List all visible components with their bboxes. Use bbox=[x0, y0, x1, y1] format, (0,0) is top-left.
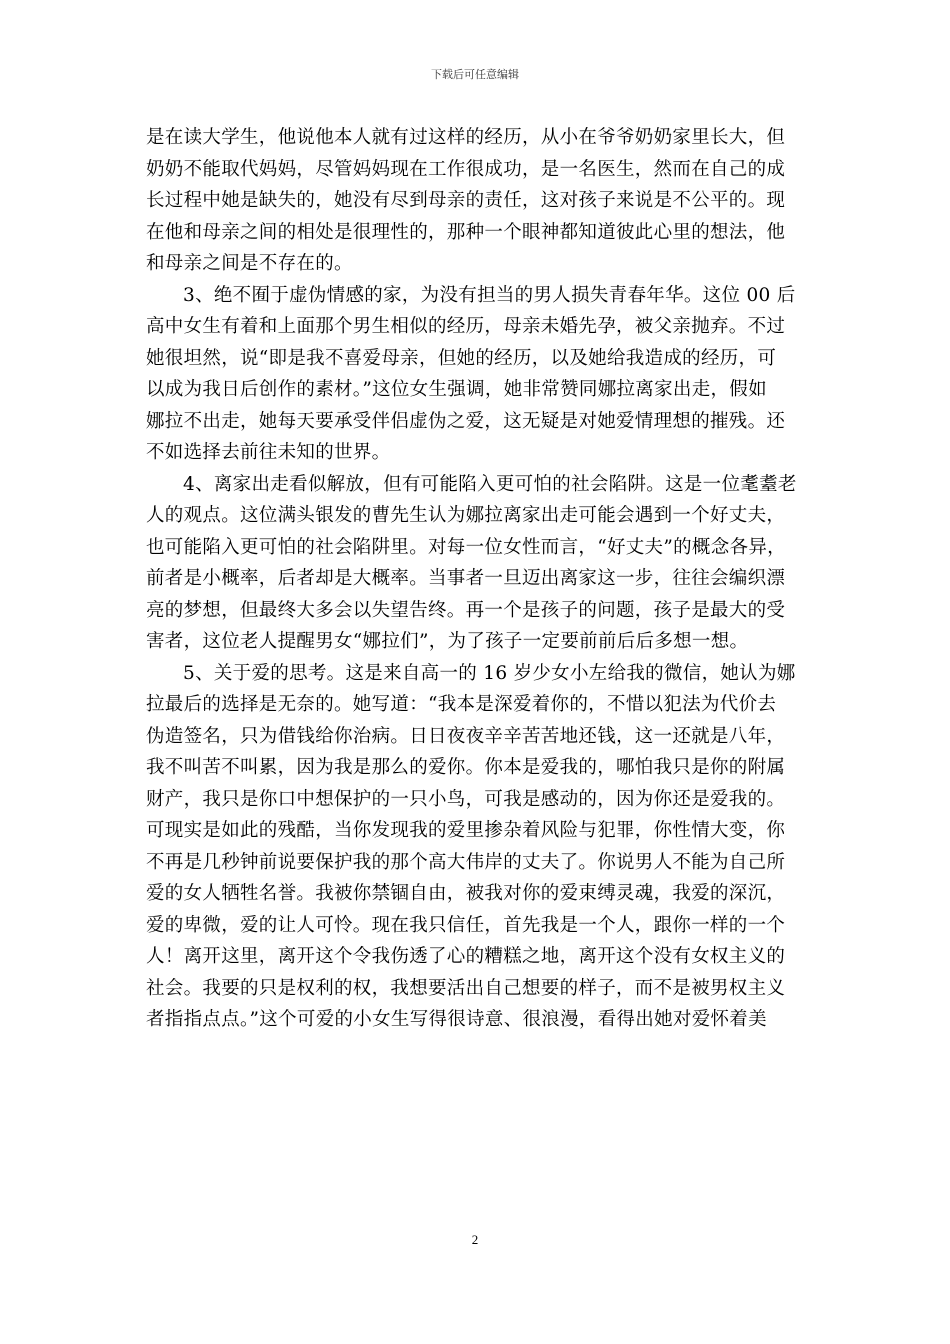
text-line: 害者，这位老人提醒男女“娜拉们”，为了孩子一定要前前后后多想一想。 bbox=[146, 631, 749, 652]
text-line: 人！离开这里，离开这个令我伤透了心的糟糕之地，离开这个没有女权主义的 bbox=[146, 946, 786, 967]
text-line: 和母亲之间是不存在的。 bbox=[146, 253, 353, 274]
text-line: 爱的卑微，爱的让人可怜。现在我只信任，首先我是一个人，跟你一样的一个 bbox=[146, 914, 786, 936]
text-line: 前者是小概率，后者却是大概率。当事者一旦迈出离家这一步，往往会编织漂 bbox=[146, 568, 786, 589]
text-line: 不再是几秒钟前说要保护我的那个高大伟岸的丈夫了。你说男人不能为自己所 bbox=[146, 851, 786, 873]
text-line: 者指指点点。”这个可爱的小女生写得很诗意、很浪漫，看得出她对爱怀着美 bbox=[146, 1009, 767, 1030]
document-body bbox=[146, 122, 812, 1036]
text-line: 人的观点。这位满头银发的曹先生认为娜拉离家出走可能会遇到一个好丈夫， bbox=[146, 505, 786, 526]
text-line: 长过程中她是缺失的，她没有尽到母亲的责任，这对孩子来说是不公平的。现 bbox=[146, 190, 786, 211]
text-line: 以成为我日后创作的素材。”这位女生强调，她非常赞同娜拉离家出走，假如 bbox=[146, 379, 767, 400]
text-line: 也可能陷入更可怕的社会陷阱里。对每一位女性而言，“好丈夫”的概念各异， bbox=[146, 536, 786, 558]
paragraph-start-line: 4、离家出走看似解放，但有可能陷入更可怕的社会陷阱。这是一位耄耋老 bbox=[183, 473, 797, 495]
text-line: 在他和母亲之间的相处是很理性的，那种一个眼神都知道彼此心里的想法，他 bbox=[146, 221, 786, 243]
text-line: 爱的女人牺牲名誉。我被你禁锢自由，被我对你的爱束缚灵魂，我爱的深沉， bbox=[146, 883, 786, 904]
text-line: 不如选择去前往未知的世界。 bbox=[146, 442, 391, 463]
text-line: 她很坦然，说“即是我不喜爱母亲，但她的经历，以及她给我造成的经历，可 bbox=[146, 347, 777, 369]
page-header: 下载后可任意编辑 bbox=[431, 68, 519, 81]
paragraph-start-line: 5、关于爱的思考。这是来自高一的 16 岁少女小左给我的微信，她认为娜 bbox=[183, 662, 796, 684]
text-line: 拉最后的选择是无奈的。她写道：“我本是深爱着你的，不惜以犯法为代价去 bbox=[146, 694, 777, 715]
paragraph-start-line: 3、绝不囿于虚伪情感的家，为没有担当的男人损失青春年华。这位 00 后 bbox=[183, 284, 796, 306]
text-line: 奶奶不能取代妈妈，尽管妈妈现在工作很成功，是一名医生，然而在自己的成 bbox=[146, 158, 786, 180]
text-line: 娜拉不出走，她每天要承受伴侣虚伪之爱，这无疑是对她爱情理想的摧残。还 bbox=[146, 410, 786, 432]
text-line: 我不叫苦不叫累，因为我是那么的爱你。你本是爱我的，哪怕我只是你的附属 bbox=[146, 757, 786, 778]
page-number: 2 bbox=[471, 1232, 479, 1247]
text-line: 可现实是如此的残酷，当你发现我的爱里掺杂着风险与犯罪，你性情大变，你 bbox=[146, 820, 786, 841]
text-line: 是在读大学生，他说他本人就有过这样的经历，从小在爷爷奶奶家里长大，但 bbox=[146, 127, 786, 148]
text-line: 财产，我只是你口中想保护的一只小鸟，可我是感动的，因为你还是爱我的。 bbox=[146, 788, 786, 810]
text-line: 高中女生有着和上面那个男生相似的经历，母亲未婚先孕，被父亲抛弃。不过 bbox=[146, 316, 786, 337]
text-line: 亮的梦想，但最终大多会以失望告终。再一个是孩子的问题，孩子是最大的受 bbox=[146, 599, 786, 621]
text-line: 伪造签名，只为借钱给你治病。日日夜夜辛辛苦苦地还钱，这一还就是八年， bbox=[146, 725, 786, 747]
text-line: 社会。我要的只是权利的权，我想要活出自己想要的样子，而不是被男权主义 bbox=[146, 977, 786, 999]
